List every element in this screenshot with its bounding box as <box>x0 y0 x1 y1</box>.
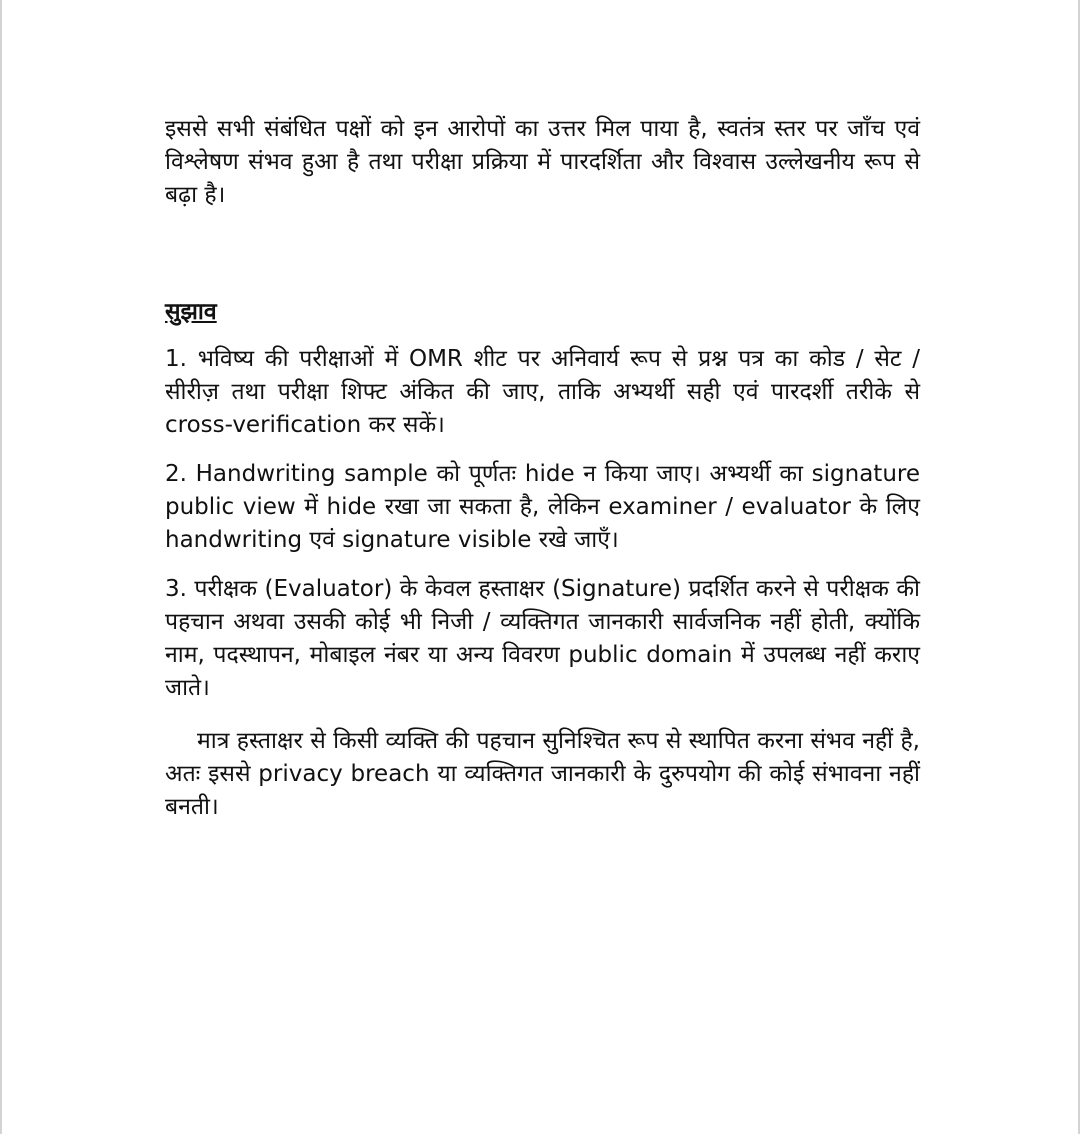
document-body <box>165 113 920 824</box>
closing-paragraph: मात्र हस्ताक्षर से किसी व्यक्ति की पहचान सुनिश्चित रूप से स्थापित करना संभव नहीं है, अतः इससे privacy breach या व्यक्तिगत जानकारी के दुरुपयोग की कोई संभावना नहीं बनती। <box>165 728 920 820</box>
suggestion-item-1: 1. भविष्य की परीक्षाओं में OMR शीट पर अनिवार्य रूप से प्रश्न पत्र का कोड / सेट / सीरीज़ तथा परीक्षा शिफ्ट अंकित की जाए, ताकि अभ्यर्थी सही एवं पारदर्शी तरीके से cross-verification कर सकें। <box>165 346 920 438</box>
suggestion-item-2: 2. Handwriting sample को पूर्णतः hide न किया जाए। अभ्यर्थी का signature public view में hide रखा जा सकता है, लेकिन examiner / evaluator के लिए handwriting एवं signature visible रखे जाएँ। <box>165 461 920 553</box>
suggestions-heading: सुझाव <box>165 299 217 325</box>
suggestion-item-3: 3. परीक्षक (Evaluator) के केवल हस्ताक्षर (Signature) प्रदर्शित करने से परीक्षक की पहचान अथवा उसकी कोई भी निजी / व्यक्तिगत जानकारी सार्वजनिक नहीं होती, क्योंकि नाम, पदस्थापन, मोबाइल नंबर या अन्य विवरण public domain में उपलब्ध नहीं कराए जाते। <box>165 576 920 701</box>
intro-paragraph: इससे सभी संबंधित पक्षों को इन आरोपों का उत्तर मिल पाया है, स्वतंत्र स्तर पर जाँच एवं विश्लेषण संभव हुआ है तथा परीक्षा प्रक्रिया में पारदर्शिता और विश्वास उल्लेखनीय रूप से बढ़ा है। <box>165 116 920 208</box>
